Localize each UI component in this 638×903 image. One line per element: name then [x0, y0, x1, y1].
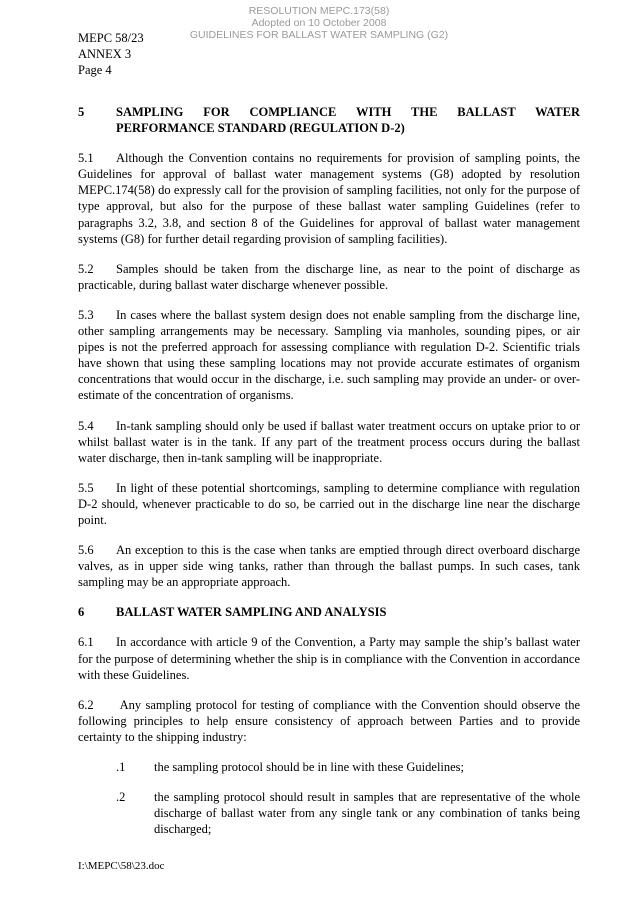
- paragraph-text: An exception to this is the case when tanks are emptied through direct overboard discharge valves, as in upper side wing tanks, rather than through the ballast pumps. In such cases, tank sampling may be an appropriate approach.: [78, 543, 580, 590]
- paragraph: [78, 261, 580, 293]
- paragraph-number: 5.2: [78, 261, 94, 276]
- section-number: 5: [78, 105, 85, 119]
- paragraph-text: In accordance with article 9 of the Convention, a Party may sample the ship’s ballast water for the purpose of determining whether the ship is in compliance with the Convention in accordance with these Guidelines.: [78, 635, 580, 682]
- document-header: [78, 30, 144, 78]
- paragraph-number: 5.5: [78, 480, 94, 495]
- list-item-number: .1: [116, 760, 126, 774]
- paragraph-number: 6.2: [78, 697, 94, 712]
- paragraph: [78, 307, 580, 404]
- list-item-text: the sampling protocol should result in samples that are representative of the whole discharge of ballast water from any single tank or any combination of tanks being discharged;: [154, 790, 580, 837]
- paragraph-number: 5.3: [78, 307, 94, 322]
- document-body: [78, 104, 580, 851]
- paragraph-number: 5.6: [78, 543, 94, 558]
- section-number: 6: [78, 605, 85, 620]
- doc-reference: MEPC 58/23: [78, 31, 144, 45]
- paragraph: [78, 634, 580, 682]
- section-title-line: PERFORMANCE STANDARD (REGULATION D-2): [116, 121, 405, 136]
- paragraph: [78, 418, 580, 466]
- paragraph-text: Although the Convention contains no requirements for provision of sampling points, the Guidelines for approval of ballast water management systems (G8) adopted by resolution MEPC.174(58) do expressly call for the provision of sampling facilities, not only for the purpose of type approval, but also for the purpose of these ballast water sampling Guidelines (refer to paragraphs 3.2, 3.8, and section 8 of the Guidelines for approval of ballast water management systems (G8) for further detail regarding provision of sampling facilities).: [78, 151, 580, 246]
- paragraph-number: 5.1: [78, 151, 94, 166]
- paragraph: [78, 480, 580, 528]
- section-heading: [78, 604, 580, 620]
- list-item-text: the sampling protocol should be in line with these Guidelines;: [154, 760, 465, 774]
- section-title: BALLAST WATER SAMPLING AND ANALYSIS: [116, 605, 387, 620]
- section-title-line: SAMPLING FOR COMPLIANCE WITH THE BALLAST WATER: [116, 105, 580, 119]
- watermark-line: Adopted on 10 October 2008: [251, 17, 387, 29]
- paragraph-text: In cases where the ballast system design does not enable sampling from the discharge line, other sampling arrangements may be necessary. Sampling via manholes, sounding pipes, or air pipes is not the preferred approach for assessing compliance with regulation D-2. Scientific trials have shown that using these sampling locations may not provide accurate estimates of organism concentrations that would occur in the discharge, i.e. such sampling may provide an under- or over-estimate of the concentration of organisms.: [78, 307, 580, 403]
- paragraph-text: In-tank sampling should only be used if ballast water treatment occurs on uptake prior to or whilst ballast water is in the tank. If any part of the treatment process occurs during the ballast water discharge, then in-tank sampling will be inappropriate.: [78, 418, 580, 465]
- list-item: [78, 789, 580, 837]
- watermark-line: GUIDELINES FOR BALLAST WATER SAMPLING (G2): [189, 29, 449, 41]
- list-item: [78, 759, 580, 775]
- page-number: Page 4: [78, 63, 112, 77]
- paragraph-number: 5.4: [78, 418, 94, 433]
- paragraph-number: 6.1: [78, 635, 94, 650]
- paragraph-text: In light of these potential shortcomings, sampling to determine compliance with regulation D-2 should, whenever practicable to do so, be carried out in the discharge line near the discharge point.: [78, 480, 580, 527]
- paragraph: [78, 542, 580, 590]
- paragraph-text: Any sampling protocol for testing of compliance with the Convention should observe the following principles to help ensure consistency of approach between Parties and to provide certainty to the shipping industry:: [78, 697, 580, 744]
- annex-label: ANNEX 3: [78, 47, 132, 61]
- paragraph: [78, 150, 580, 247]
- watermark-line: RESOLUTION MEPC.173(58): [248, 5, 390, 17]
- section-title: [116, 104, 580, 136]
- section-heading: [78, 104, 580, 136]
- footer-file-path: I:\MEPC\58\23.doc: [78, 860, 165, 872]
- paragraph: [78, 697, 580, 745]
- list-item-number: .2: [116, 790, 126, 805]
- paragraph-text: Samples should be taken from the discharge line, as near to the point of discharge as practicable, during ballast water discharge whenever possible.: [78, 261, 580, 292]
